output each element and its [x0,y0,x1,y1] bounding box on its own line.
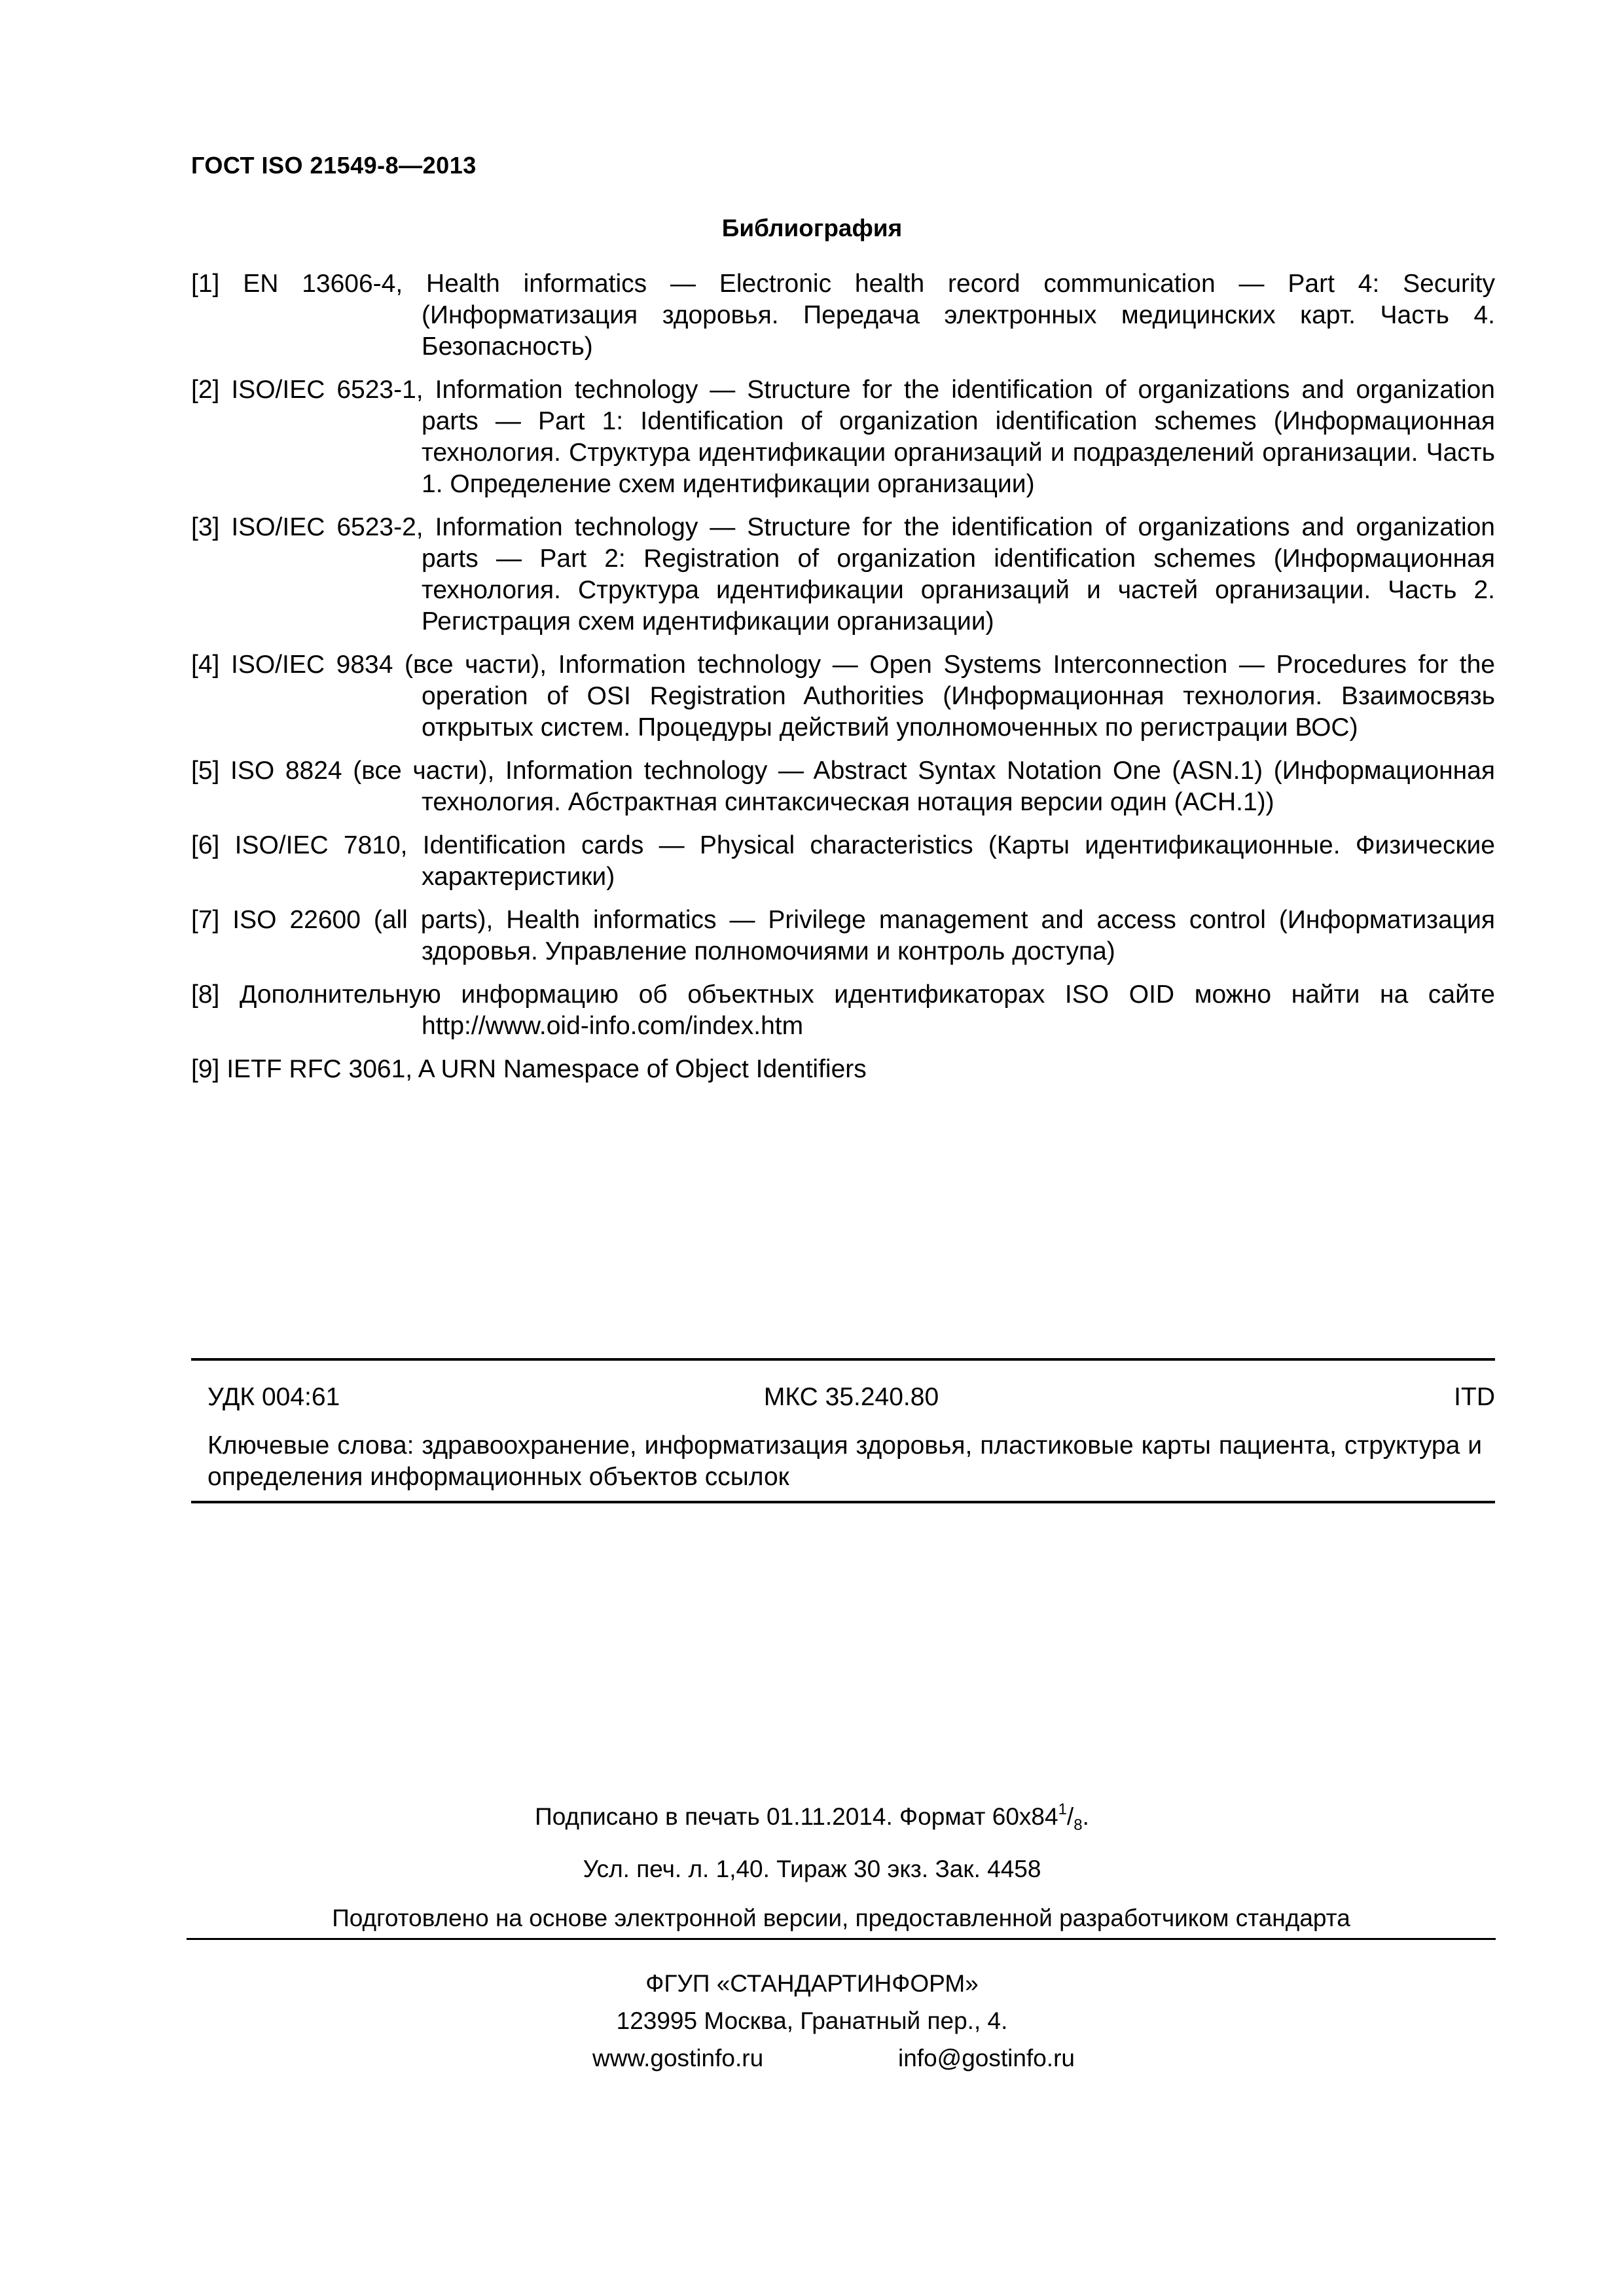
keywords: Ключевые слова: здравоохранение, информатизация здоровья, пластиковые карты пациента, структура и определения информационных объектов ссылок [208,1431,1482,1491]
bibliography-item: [8] Дополнительную информацию об объектных идентификаторах ISO OID можно найти на сайте http://www.oid-info.com/index.htm [191,980,1495,1040]
format-denominator: 8 [1074,1816,1083,1834]
bibliography-item: [5] ISO 8824 (все части), Information technology — Abstract Syntax Notation One (ASN.1) (Информационная технология. Абстрактная синтаксическая нотация версии один (АСН.1)) [191,757,1495,816]
classification-block [191,1358,1495,1503]
bibliography-item: [2] ISO/IEC 6523-1, Information technology — Structure for the identification of organizations and organization parts — Part 1: Identification of organization identification schemes (Информационная технология. Структура идентификации организаций и подразделений организации. Часть 1. Определение схем идентификации организации) [191,376,1495,498]
circulation-info: Усл. печ. л. 1,40. Тираж 30 экз. Зак. 4458 [583,1856,1041,1882]
classification-codes [208,1383,1495,1416]
signed-text: Подписано в печать 01.11.2014. Формат 60x84 [535,1803,1058,1830]
email-link[interactable]: info@gostinfo.ru [898,2045,1075,2072]
publisher-address: 123995 Москва, Гранатный пер., 4. [616,2007,1008,2034]
website-link[interactable]: www.gostinfo.ru [592,2045,764,2072]
bibliography-item: [7] ISO 22600 (all parts), Health informatics — Privilege management and access control (Информатизация здоровья. Управление полномочиями и контроль доступа) [191,906,1495,965]
format-slash: / [1066,1803,1074,1830]
bibliography-item: [6] ISO/IEC 7810, Identification cards — Physical characteristics (Карты идентификационные. Физические характеристики) [191,831,1495,891]
signed-for-print [0,1801,1624,1834]
bibliography-item: [9] IETF RFC 3061, A URN Namespace of Object Identifiers [191,1055,867,1083]
signed-suffix: . [1082,1803,1089,1830]
mks-code: МКС 35.240.80 [763,1383,939,1411]
bibliography-item: [3] ISO/IEC 6523-2, Information technology — Structure for the identification of organizations and organization parts — Part 2: Registration of organization identification schemes (Информационная технология. Структура идентификации организаций и частей организации. Часть 2. Регистрация схем идентификации организации) [191,513,1495,636]
bibliography-list [191,268,1495,1097]
udk-code: УДК 004:61 [208,1383,340,1411]
bibliography-item: [1] EN 13606-4, Health informatics — Electronic health record communication — Part 4: Security (Информатизация здоровья. Передача электронных медицинских карт. Часть 4. Безопасность) [191,270,1495,361]
prepared-note: Подготовлено на основе электронной версии, предоставленной разработчиком стандарта [187,1905,1496,1940]
standard-code: ГОСТ ISO 21549-8—2013 [191,152,477,179]
itd-code: ITD [1454,1383,1495,1411]
publisher-contacts [0,2045,1624,2077]
publisher-name: ФГУП «СТАНДАРТИНФОРМ» [645,1970,979,1997]
format-numerator: 1 [1058,1801,1067,1818]
bibliography-item: [4] ISO/IEC 9834 (все части), Information technology — Open Systems Interconnection — Procedures for the operation of OSI Registration Authorities (Информационная технология. Взаимосвязь открытых систем. Процедуры действий уполномоченных по регистрации ВОС) [191,651,1495,742]
bibliography-title: Библиография [721,215,903,242]
